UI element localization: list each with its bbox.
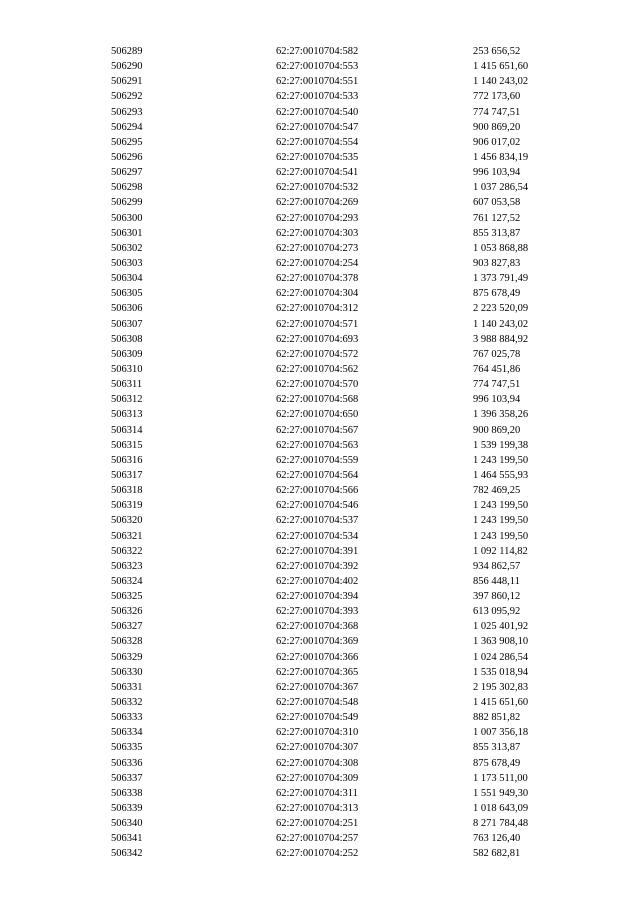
- table-row: [111, 604, 571, 619]
- row-number-cell: 506323: [111, 560, 143, 572]
- value-cell: 1 025 401,92: [473, 621, 529, 633]
- table-row: [111, 347, 571, 362]
- row-number-cell: 506306: [111, 303, 143, 315]
- cadastral-number-cell: 62:27:0010704:303: [276, 227, 359, 239]
- cadastral-number-cell: 62:27:0010704:554: [276, 136, 359, 148]
- value-cell: 1 551 949,30: [473, 787, 529, 799]
- value-cell: 1 092 114,82: [473, 545, 528, 557]
- value-cell: 1 018 643,09: [473, 803, 529, 815]
- cadastral-number-cell: 62:27:0010704:537: [276, 515, 359, 527]
- value-cell: 1 173 511,00: [473, 772, 528, 784]
- cadastral-number-cell: 62:27:0010704:313: [276, 803, 359, 815]
- value-cell: 1 140 243,02: [473, 76, 529, 88]
- value-cell: 1 007 356,18: [473, 727, 529, 739]
- row-number-cell: 506320: [111, 515, 143, 527]
- table-row: [111, 725, 571, 740]
- row-number-cell: 506341: [111, 833, 143, 845]
- row-number-cell: 506295: [111, 136, 143, 148]
- table-row: [111, 332, 571, 347]
- row-number-cell: 506309: [111, 348, 143, 360]
- row-number-cell: 506292: [111, 91, 143, 103]
- cadastral-number-cell: 62:27:0010704:310: [276, 727, 359, 739]
- table-row: [111, 301, 571, 316]
- value-cell: 906 017,02: [473, 136, 521, 148]
- row-number-cell: 506296: [111, 151, 143, 163]
- table-row: [111, 740, 571, 755]
- row-number-cell: 506330: [111, 666, 143, 678]
- cadastral-number-cell: 62:27:0010704:572: [276, 348, 359, 360]
- row-number-cell: 506300: [111, 212, 143, 224]
- table-row: [111, 831, 571, 846]
- cadastral-number-cell: 62:27:0010704:566: [276, 485, 359, 497]
- cadastral-number-cell: 62:27:0010704:549: [276, 712, 359, 724]
- value-cell: 1 243 199,50: [473, 500, 529, 512]
- table-row: [111, 589, 571, 604]
- table-row: [111, 483, 571, 498]
- value-cell: 763 126,40: [473, 833, 521, 845]
- table-row: [111, 286, 571, 301]
- cadastral-number-cell: 62:27:0010704:391: [276, 545, 359, 557]
- row-number-cell: 506316: [111, 454, 143, 466]
- value-cell: 1 415 651,60: [473, 61, 529, 73]
- value-cell: 782 469,25: [473, 485, 521, 497]
- cadastral-number-cell: 62:27:0010704:369: [276, 636, 359, 648]
- cadastral-number-cell: 62:27:0010704:650: [276, 409, 359, 421]
- table-row: [111, 180, 571, 195]
- row-number-cell: 506297: [111, 167, 143, 179]
- cadastral-number-cell: 62:27:0010704:548: [276, 697, 359, 709]
- cadastral-number-cell: 62:27:0010704:251: [276, 818, 359, 830]
- cadastral-number-cell: 62:27:0010704:402: [276, 575, 359, 587]
- table-row: [111, 816, 571, 831]
- value-cell: 855 313,87: [473, 227, 521, 239]
- row-number-cell: 506335: [111, 742, 143, 754]
- row-number-cell: 506313: [111, 409, 143, 421]
- row-number-cell: 506293: [111, 106, 143, 118]
- row-number-cell: 506339: [111, 803, 143, 815]
- row-number-cell: 506301: [111, 227, 143, 239]
- table-row: [111, 271, 571, 286]
- value-cell: 875 678,49: [473, 757, 521, 769]
- table-row: [111, 468, 571, 483]
- row-number-cell: 506310: [111, 363, 143, 375]
- table-row: [111, 559, 571, 574]
- cadastral-number-cell: 62:27:0010704:252: [276, 848, 359, 860]
- value-cell: 607 053,58: [473, 197, 521, 209]
- row-number-cell: 506337: [111, 772, 143, 784]
- value-cell: 875 678,49: [473, 288, 521, 300]
- row-number-cell: 506336: [111, 757, 143, 769]
- cadastral-number-cell: 62:27:0010704:309: [276, 772, 359, 784]
- table-row: [111, 317, 571, 332]
- table-row: [111, 513, 571, 528]
- value-cell: 2 195 302,83: [473, 681, 529, 693]
- row-number-cell: 506331: [111, 681, 143, 693]
- cadastral-number-cell: 62:27:0010704:368: [276, 621, 359, 633]
- table-row: [111, 211, 571, 226]
- value-cell: 1 243 199,50: [473, 515, 529, 527]
- cadastral-number-cell: 62:27:0010704:304: [276, 288, 359, 300]
- value-cell: 1 037 286,54: [473, 182, 529, 194]
- table-row: [111, 59, 571, 74]
- row-number-cell: 506319: [111, 500, 143, 512]
- row-number-cell: 506318: [111, 485, 143, 497]
- table-row: [111, 680, 571, 695]
- row-number-cell: 506304: [111, 273, 143, 285]
- table-row: [111, 362, 571, 377]
- cadastral-number-cell: 62:27:0010704:570: [276, 379, 359, 391]
- row-number-cell: 506338: [111, 787, 143, 799]
- cadastral-number-cell: 62:27:0010704:366: [276, 651, 359, 663]
- row-number-cell: 506321: [111, 530, 143, 542]
- cadastral-number-cell: 62:27:0010704:394: [276, 591, 359, 603]
- value-cell: 1 415 651,60: [473, 697, 529, 709]
- value-cell: 3 988 884,92: [473, 333, 529, 345]
- table-row: [111, 120, 571, 135]
- cadastral-number-cell: 62:27:0010704:312: [276, 303, 359, 315]
- row-number-cell: 506290: [111, 61, 143, 73]
- table-row: [111, 695, 571, 710]
- row-number-cell: 506324: [111, 575, 143, 587]
- row-number-cell: 506340: [111, 818, 143, 830]
- cadastral-number-cell: 62:27:0010704:546: [276, 500, 359, 512]
- cadastral-number-cell: 62:27:0010704:535: [276, 151, 359, 163]
- row-number-cell: 506332: [111, 697, 143, 709]
- table-row: [111, 407, 571, 422]
- table-row: [111, 846, 571, 861]
- table-row: [111, 423, 571, 438]
- cadastral-number-cell: 62:27:0010704:540: [276, 106, 359, 118]
- cadastral-number-cell: 62:27:0010704:563: [276, 439, 359, 451]
- table-row: [111, 44, 571, 59]
- value-cell: 1 024 286,54: [473, 651, 529, 663]
- table-row: [111, 105, 571, 120]
- table-row: [111, 135, 571, 150]
- value-cell: 397 860,12: [473, 591, 521, 603]
- row-number-cell: 506294: [111, 121, 143, 133]
- table-row: [111, 377, 571, 392]
- table-row: [111, 574, 571, 589]
- table-row: [111, 74, 571, 89]
- cadastral-number-cell: 62:27:0010704:693: [276, 333, 359, 345]
- row-number-cell: 506333: [111, 712, 143, 724]
- cadastral-number-cell: 62:27:0010704:533: [276, 91, 359, 103]
- row-number-cell: 506328: [111, 636, 143, 648]
- row-number-cell: 506289: [111, 46, 143, 57]
- row-number-cell: 506307: [111, 318, 143, 330]
- cadastral-number-cell: 62:27:0010704:582: [276, 46, 359, 57]
- value-cell: 855 313,87: [473, 742, 521, 754]
- value-cell: 8 271 784,48: [473, 818, 529, 830]
- cadastral-number-cell: 62:27:0010704:534: [276, 530, 359, 542]
- table-row: [111, 771, 571, 786]
- table-row: [111, 392, 571, 407]
- cadastral-number-cell: 62:27:0010704:308: [276, 757, 359, 769]
- row-number-cell: 506326: [111, 606, 143, 618]
- value-cell: 613 095,92: [473, 606, 521, 618]
- row-number-cell: 506308: [111, 333, 143, 345]
- value-cell: 253 656,52: [473, 46, 521, 57]
- table-row: [111, 634, 571, 649]
- table-row: [111, 529, 571, 544]
- cadastral-number-cell: 62:27:0010704:365: [276, 666, 359, 678]
- value-cell: 1 456 834,19: [473, 151, 529, 163]
- cadastral-number-cell: 62:27:0010704:269: [276, 197, 359, 209]
- table-row: [111, 650, 571, 665]
- row-number-cell: 506312: [111, 394, 143, 406]
- value-cell: 1 243 199,50: [473, 454, 529, 466]
- cadastral-number-cell: 62:27:0010704:559: [276, 454, 359, 466]
- cadastral-number-cell: 62:27:0010704:254: [276, 257, 359, 269]
- value-cell: 1 396 358,26: [473, 409, 529, 421]
- table-row: [111, 498, 571, 513]
- value-cell: 1 464 555,93: [473, 469, 529, 481]
- table-row: [111, 756, 571, 771]
- row-number-cell: 506303: [111, 257, 143, 269]
- table-row: [111, 438, 571, 453]
- table-row: [111, 256, 571, 271]
- cadastral-number-cell: 62:27:0010704:567: [276, 424, 359, 436]
- value-cell: 1 243 199,50: [473, 530, 529, 542]
- table-row: [111, 453, 571, 468]
- value-cell: 774 747,51: [473, 106, 521, 118]
- cadastral-number-cell: 62:27:0010704:392: [276, 560, 359, 572]
- row-number-cell: 506315: [111, 439, 143, 451]
- value-cell: 1 363 908,10: [473, 636, 529, 648]
- row-number-cell: 506325: [111, 591, 143, 603]
- value-cell: 996 103,94: [473, 167, 521, 179]
- table-row: [111, 195, 571, 210]
- value-cell: 903 827,83: [473, 257, 521, 269]
- row-number-cell: 506291: [111, 76, 143, 88]
- row-number-cell: 506317: [111, 469, 143, 481]
- value-cell: 1 140 243,02: [473, 318, 529, 330]
- value-cell: 1 373 791,49: [473, 273, 529, 285]
- table-row: [111, 665, 571, 680]
- row-number-cell: 506329: [111, 651, 143, 663]
- table-row: [111, 786, 571, 801]
- value-cell: 934 862,57: [473, 560, 521, 572]
- value-cell: 996 103,94: [473, 394, 521, 406]
- cadastral-number-cell: 62:27:0010704:571: [276, 318, 359, 330]
- table-row: [111, 241, 571, 256]
- table-row: [111, 544, 571, 559]
- cadastral-number-cell: 62:27:0010704:562: [276, 363, 359, 375]
- row-number-cell: 506299: [111, 197, 143, 209]
- cadastral-number-cell: 62:27:0010704:532: [276, 182, 359, 194]
- cadastral-number-cell: 62:27:0010704:378: [276, 273, 359, 285]
- value-cell: 1 053 868,88: [473, 242, 529, 254]
- table-row: [111, 89, 571, 104]
- row-number-cell: 506327: [111, 621, 143, 633]
- value-cell: 900 869,20: [473, 121, 521, 133]
- value-cell: 764 451,86: [473, 363, 521, 375]
- cadastral-number-cell: 62:27:0010704:547: [276, 121, 359, 133]
- value-cell: 582 682,81: [473, 848, 521, 860]
- data-table: [111, 44, 571, 862]
- value-cell: 1 535 018,94: [473, 666, 529, 678]
- row-number-cell: 506305: [111, 288, 143, 300]
- row-number-cell: 506314: [111, 424, 143, 436]
- table-row: [111, 165, 571, 180]
- value-cell: 772 173,60: [473, 91, 521, 103]
- cadastral-number-cell: 62:27:0010704:311: [276, 787, 358, 799]
- row-number-cell: 506342: [111, 848, 143, 860]
- value-cell: 856 448,11: [473, 575, 520, 587]
- row-number-cell: 506322: [111, 545, 143, 557]
- table-row: [111, 801, 571, 816]
- table-row: [111, 710, 571, 725]
- row-number-cell: 506334: [111, 727, 143, 739]
- value-cell: 761 127,52: [473, 212, 521, 224]
- row-number-cell: 506302: [111, 242, 143, 254]
- cadastral-number-cell: 62:27:0010704:257: [276, 833, 359, 845]
- cadastral-number-cell: 62:27:0010704:564: [276, 469, 359, 481]
- cadastral-number-cell: 62:27:0010704:541: [276, 167, 359, 179]
- cadastral-number-cell: 62:27:0010704:367: [276, 681, 359, 693]
- cadastral-number-cell: 62:27:0010704:307: [276, 742, 359, 754]
- table-row: [111, 150, 571, 165]
- value-cell: 774 747,51: [473, 379, 521, 391]
- cadastral-number-cell: 62:27:0010704:553: [276, 61, 359, 73]
- value-cell: 767 025,78: [473, 348, 521, 360]
- cadastral-number-cell: 62:27:0010704:551: [276, 76, 359, 88]
- cadastral-number-cell: 62:27:0010704:273: [276, 242, 359, 254]
- row-number-cell: 506311: [111, 379, 143, 391]
- value-cell: 882 851,82: [473, 712, 521, 724]
- table-row: [111, 619, 571, 634]
- cadastral-number-cell: 62:27:0010704:393: [276, 606, 359, 618]
- cadastral-number-cell: 62:27:0010704:568: [276, 394, 359, 406]
- value-cell: 1 539 199,38: [473, 439, 529, 451]
- value-cell: 2 223 520,09: [473, 303, 529, 315]
- value-cell: 900 869,20: [473, 424, 521, 436]
- cadastral-number-cell: 62:27:0010704:293: [276, 212, 359, 224]
- row-number-cell: 506298: [111, 182, 143, 194]
- table-row: [111, 226, 571, 241]
